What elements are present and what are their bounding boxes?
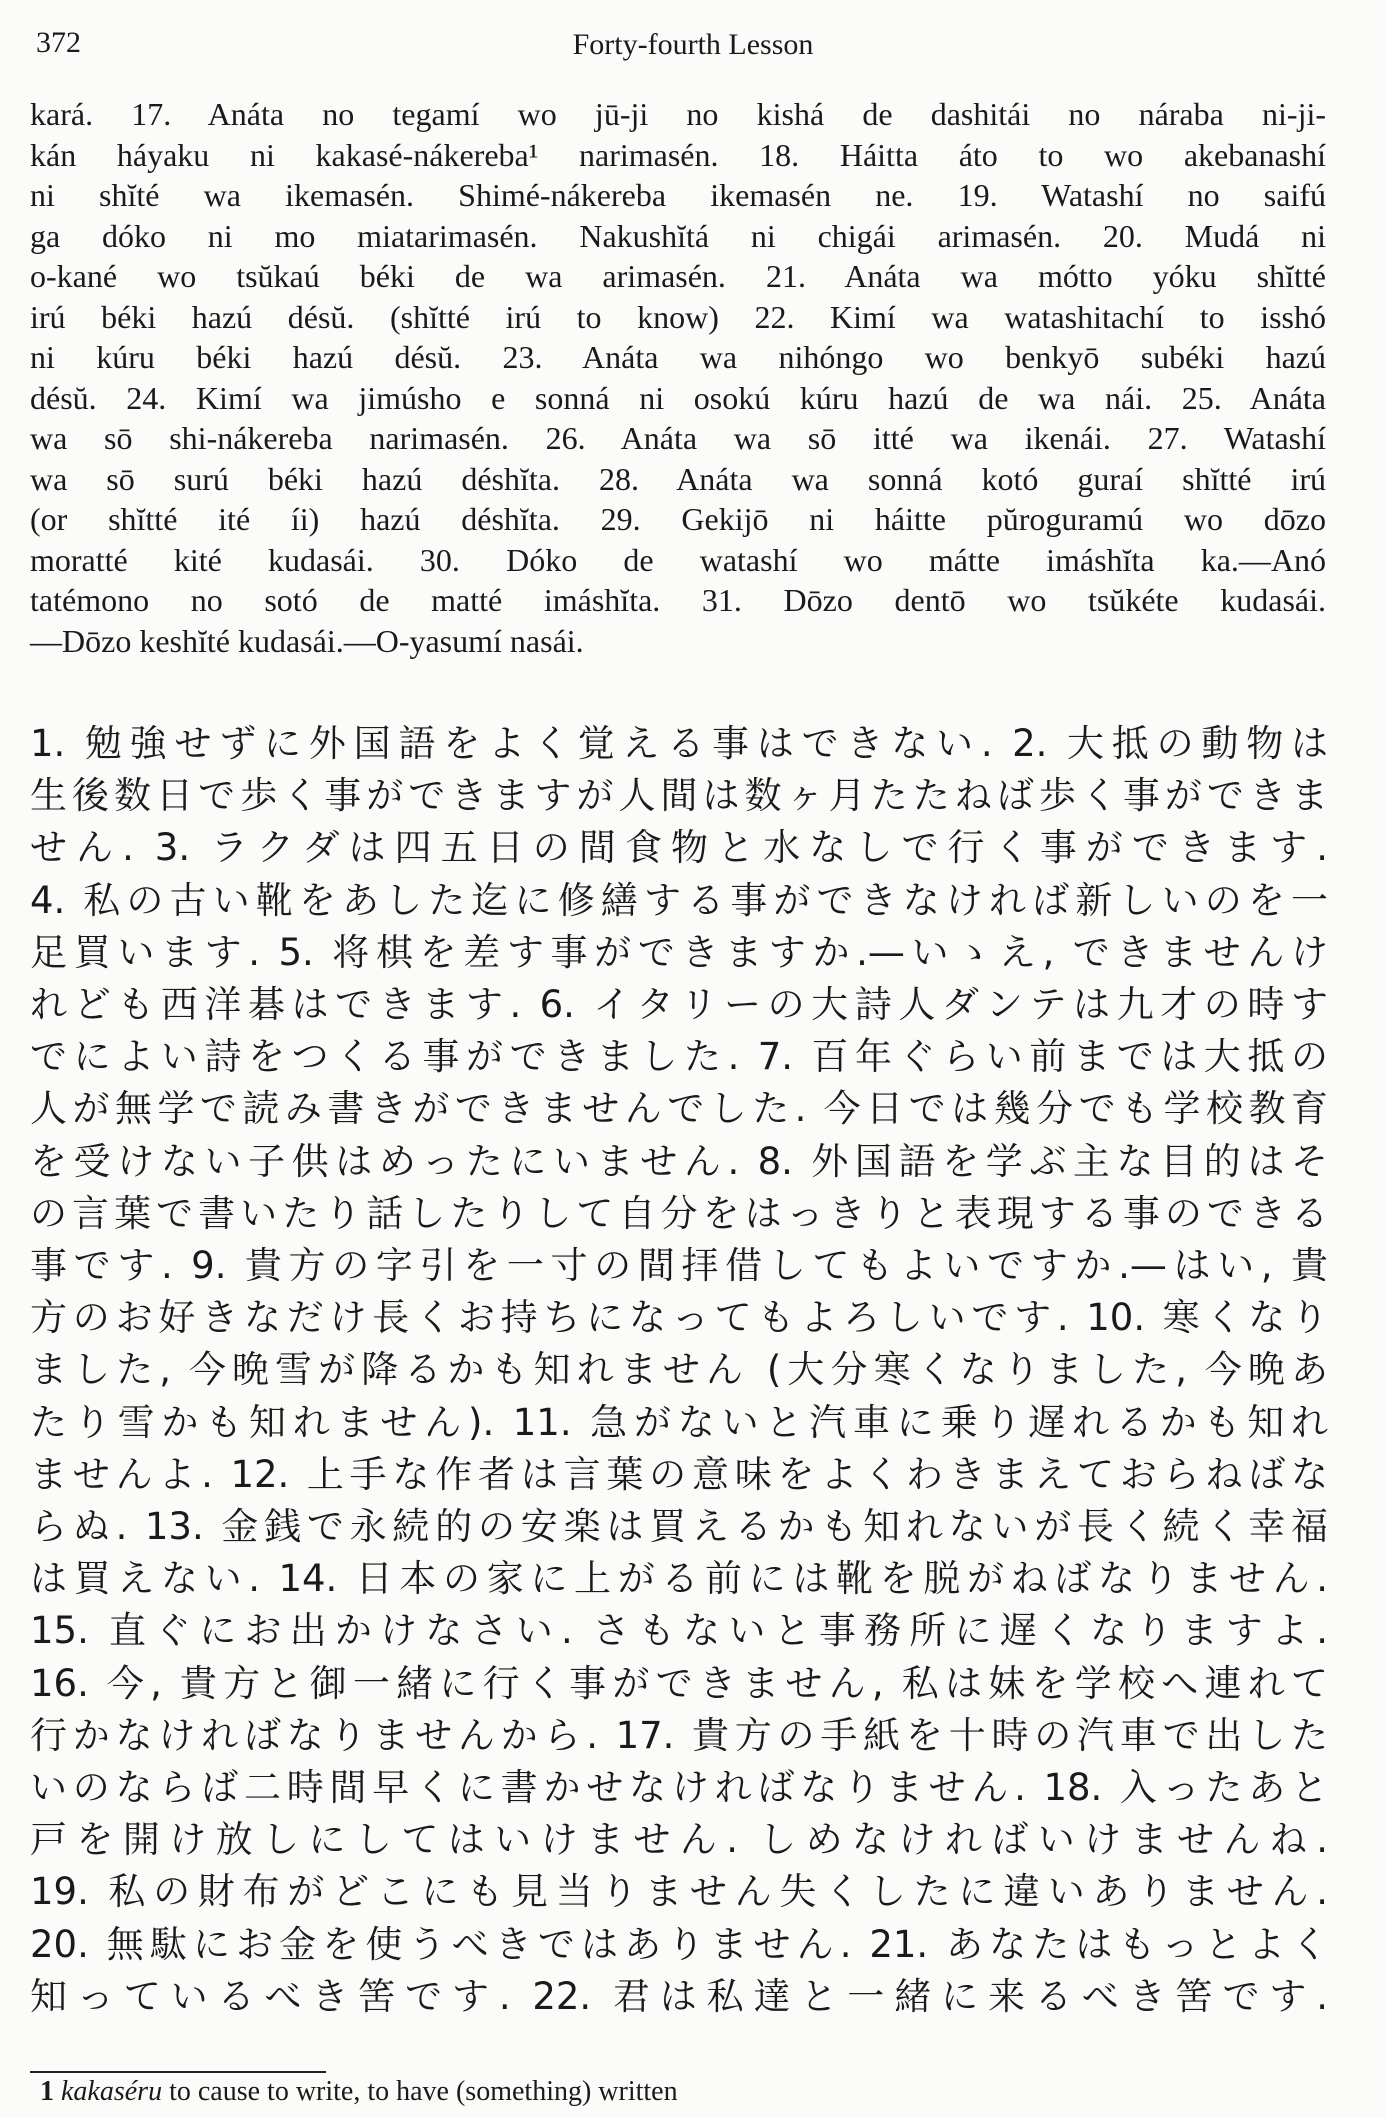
japanese-line: 16. 今, 貴方と御一緒に行く事ができません, 私は妹を学校へ連れて (30, 1661, 1328, 1705)
footnote (40, 2076, 678, 2108)
japanese-line: 方のお好きなだけ長くお持ちになってもよろしいです. 10. 寒くなり (30, 1296, 1328, 1340)
romaji-line: ni kúru béki hazú désŭ. 23. Anáta wa nihóngo wo benkyō subéki hazú (30, 339, 1326, 375)
japanese-line: 20. 無駄にお金を使うべきではありません. 21. あなたはもっとよく (30, 1922, 1328, 1966)
romaji-line: wa sō shi-nákereba narimasén. 26. Anáta wa sō itté wa ikenái. 27. Watashí (30, 420, 1326, 456)
romaji-line: moratté kité kudasái. 30. Dóko de watashí wo mátte imáshĭta ka.—Anó (30, 541, 1326, 578)
japanese-text-block (30, 718, 1328, 2023)
page-number: 372 (36, 26, 81, 59)
romaji-line: ni shĭté wa ikemasén. Shimé-nákereba ikemasén ne. 19. Watashí no saifú (30, 177, 1326, 213)
romaji-line: tatémono no sotó de matté imáshĭta. 31. Dōzo dentō wo tsŭkéte kudasái. (30, 582, 1326, 618)
japanese-line: 15. 直ぐにお出かけなさい. さもないと事務所に遅くなりますよ. (30, 1609, 1328, 1653)
japanese-line: 4. 私の古い靴をあした迄に修繕する事ができなければ新しいのを一 (30, 878, 1328, 922)
japanese-line: 事です. 9. 貴方の字引を一寸の間拝借してもよいですか.—はい, 貴 (30, 1244, 1328, 1288)
romaji-line: o-kané wo tsŭkaú béki de wa arimasén. 21. Anáta wa mótto yóku shĭtté (30, 258, 1326, 294)
japanese-line: を受けない子供はめったにいません. 8. 外国語を学ぶ主な目的はそ (30, 1139, 1328, 1183)
romaji-line: wa sō surú béki hazú déshĭta. 28. Anáta wa sonná kotó guraí shĭtté irú (30, 460, 1326, 497)
japanese-line: ました, 今晩雪が降るかも知れません (大分寒くなりました, 今晩あ (30, 1348, 1328, 1392)
japanese-line: の言葉で書いたり話したりして自分をはっきりと表現する事のできる (30, 1191, 1328, 1235)
japanese-line: たり雪かも知れません). 11. 急がないと汽車に乗り遅れるかも知れ (30, 1400, 1328, 1444)
romaji-line: kará. 17. Anáta no tegamí wo jū-ji no kishá de dashitái no náraba ni-ji- (30, 96, 1326, 132)
japanese-line: らぬ. 13. 金銭で永続的の安楽は買えるかも知れないが長く続く幸福 (30, 1505, 1328, 1549)
footnote-rule (30, 2071, 326, 2073)
japanese-line: 知っているべき筈です. 22. 君は私達と一緒に来るべき筈です. (30, 1974, 1328, 2018)
romaji-line: (or shĭtté ité íi) hazú déshĭta. 29. Gekijō ni háitte pŭroguramú wo dōzo (30, 501, 1326, 537)
japanese-line: いのならば二時間早くに書かせなければなりません. 18. 入ったあと (30, 1766, 1328, 1810)
japanese-line: 生後数日で歩く事ができますが人間は数ヶ月たたねば歩く事ができま (30, 774, 1328, 818)
footnote-number: 1 (40, 2076, 54, 2107)
japanese-line: 19. 私の財布がどこにも見当りません失くしたに違いありません. (30, 1870, 1328, 1914)
footnote-definition: to cause to write, to have (something) written (169, 2076, 678, 2107)
romaji-text-block (30, 94, 1326, 661)
japanese-line: は買えない. 14. 日本の家に上がる前には靴を脱がねばなりません. (30, 1557, 1328, 1601)
page-header (36, 22, 1350, 72)
japanese-line: 1. 勉強せずに外国語をよく覚える事はできない. 2. 大抵の動物は (30, 722, 1328, 765)
romaji-line: ga dóko ni mo miatarimasén. Nakushĭtá ni chigái arimasén. 20. Mudá ni (30, 217, 1326, 254)
japanese-line: 足買います. 5. 将棋を差す事ができますか.—いゝえ, できませんけ (30, 930, 1328, 974)
romaji-line: kán háyaku ni kakasé-nákereba¹ narimasén. 18. Háitta áto to wo akebanashí (30, 136, 1326, 173)
romaji-line: désŭ. 24. Kimí wa jimúsho e sonná ni osokú kúru hazú de wa nái. 25. Anáta (30, 379, 1326, 416)
japanese-line: 戸を開け放しにしてはいけません. しめなければいけませんね. (30, 1818, 1328, 1862)
footnote-term: kakaséru (61, 2076, 163, 2107)
japanese-line: せん. 3. ラクダは四五日の間食物と水なしで行く事ができます. (30, 826, 1328, 870)
japanese-line: でによい詩をつくる事ができました. 7. 百年ぐらい前までは大抵の (30, 1035, 1328, 1079)
romaji-line: irú béki hazú désŭ. (shĭtté irú to know) 22. Kimí wa watashitachí to isshó (30, 298, 1326, 335)
running-head: Forty-fourth Lesson (572, 28, 814, 61)
romaji-line: —Dōzo keshĭté kudasái.—O-yasumí nasái. (30, 622, 584, 659)
japanese-line: 人が無学で読み書きができませんでした. 今日では幾分でも学校教育 (30, 1087, 1328, 1131)
japanese-line: れども西洋碁はできます. 6. イタリーの大詩人ダンテは九才の時す (30, 983, 1328, 1027)
japanese-line: ませんよ. 12. 上手な作者は言葉の意味をよくわきまえておらねばな (30, 1452, 1328, 1496)
japanese-line: 行かなければなりませんから. 17. 貴方の手紙を十時の汽車で出した (30, 1713, 1328, 1757)
